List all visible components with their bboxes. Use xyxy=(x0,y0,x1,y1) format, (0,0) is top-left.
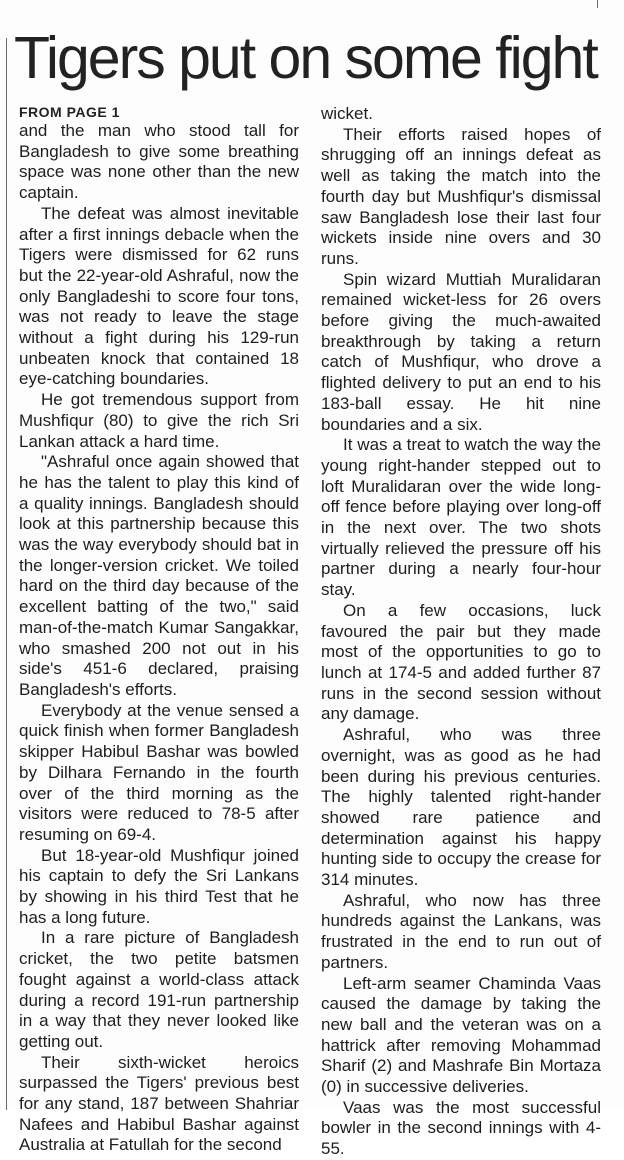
kicker: FROM PAGE 1 xyxy=(19,104,120,120)
paragraph: On a few occasions, luck favoured the pair but they made most of the opportunities to go to lunch at 174-5 and added further 87 runs in the second session without any damage. xyxy=(321,600,601,724)
paragraph: He got tremendous support from Mushfiqur (80) to give the rich Sri Lankan attack a hard time. xyxy=(19,390,299,451)
paragraph: But 18-year-old Mushfiqur joined his captain to defy the Sri Lankans by showing in his third Test that he has a long future. xyxy=(19,845,299,927)
paragraph: Vaas was the most successful bowler in the second innings with 4-55. xyxy=(321,1097,601,1159)
paragraph: Ashraful, who now has three hundreds against the Lankans, was frustrated in the end to run out of partners. xyxy=(321,890,601,972)
paragraph: Left-arm seamer Chaminda Vaas caused the damage by taking the new ball and the veteran was on a hattrick after removing Mohammad Sharif (2) and Mashrafe Bin Mortaza (0) in successive deliveries. xyxy=(321,973,601,1097)
paragraph: and the man who stood tall for Bangladesh to give some breathing space was none other than the new captain. xyxy=(19,121,299,203)
paragraph: The defeat was almost inevitable after a first innings debacle when the Tigers were dismissed for 62 runs but the 22-year-old Ashraful, now the only Bangladeshi to score four tons, was not ready to leave the stage without a fight during his 129-run unbeaten knock that contained 18 eye-catching boundaries. xyxy=(19,203,299,389)
column-rule-top-right xyxy=(597,0,598,8)
paragraph: Everybody at the venue sensed a quick finish when former Bangladesh skipper Habibul Bashar was bowled by Dilhara Fernando in the fourth over of the third morning as the visitors were reduced to 78-5 after resuming on 69-4. xyxy=(19,700,299,844)
paragraph: In a rare picture of Bangladesh cricket, the two petite batsmen fought against a world-class attack during a record 191-run partnership in a way that they never looked like getting out. xyxy=(19,928,299,1051)
paragraph: "Ashraful once again showed that he has the talent to play this kind of a quality innings. Bangladesh should look at this partnership because this was the way everybody should bat in the longer-version cricket. We toiled hard on the third day because of the excellent batting of the two," said man-of-the-match Kumar Sangakkar, who smashed 200 not out in his side's 451-6 declared, praising Bangladesh's efforts. xyxy=(19,452,299,699)
article-column-right xyxy=(321,104,601,1160)
article-column-left xyxy=(19,104,299,1156)
paragraph: It was a treat to watch the way the young right-hander stepped out to loft Muralidaran over the wide long-off fence before playing over long-off in the next over. The two shots virtually relieved the pressure off his partner during a nearly four-hour stay. xyxy=(321,435,601,600)
paragraph: Their efforts raised hopes of shrugging off an innings defeat as well as taking the match into the fourth day but Mushfiqur's dismissal saw Bangladesh lose their last four wickets inside nine overs and 30 runs. xyxy=(321,124,601,268)
headline: Tigers put on some fight xyxy=(14,25,597,91)
paragraph: Ashraful, who was three overnight, was as good as he had been during his previous centuries. The highly talented right-hander showed rare patience and determination against his happy hunting side to occupy the crease for 314 minutes. xyxy=(321,725,601,890)
paragraph: Spin wizard Muttiah Muralidaran remained wicket-less for 26 overs before giving the much-awaited breakthrough by taking a return catch of Mushfiqur, who drove a flighted delivery to put an end to his 183-ball essay. He hit nine boundaries and a six. xyxy=(321,269,601,434)
column-rule-left xyxy=(6,38,7,1110)
paragraph: wicket. xyxy=(321,104,373,123)
paragraph: Their sixth-wicket heroics surpassed the Tigers' previous best for any stand, 187 between Shahriar Nafees and Habibul Bashar against Australia at Fatullah for the second xyxy=(19,1052,299,1155)
